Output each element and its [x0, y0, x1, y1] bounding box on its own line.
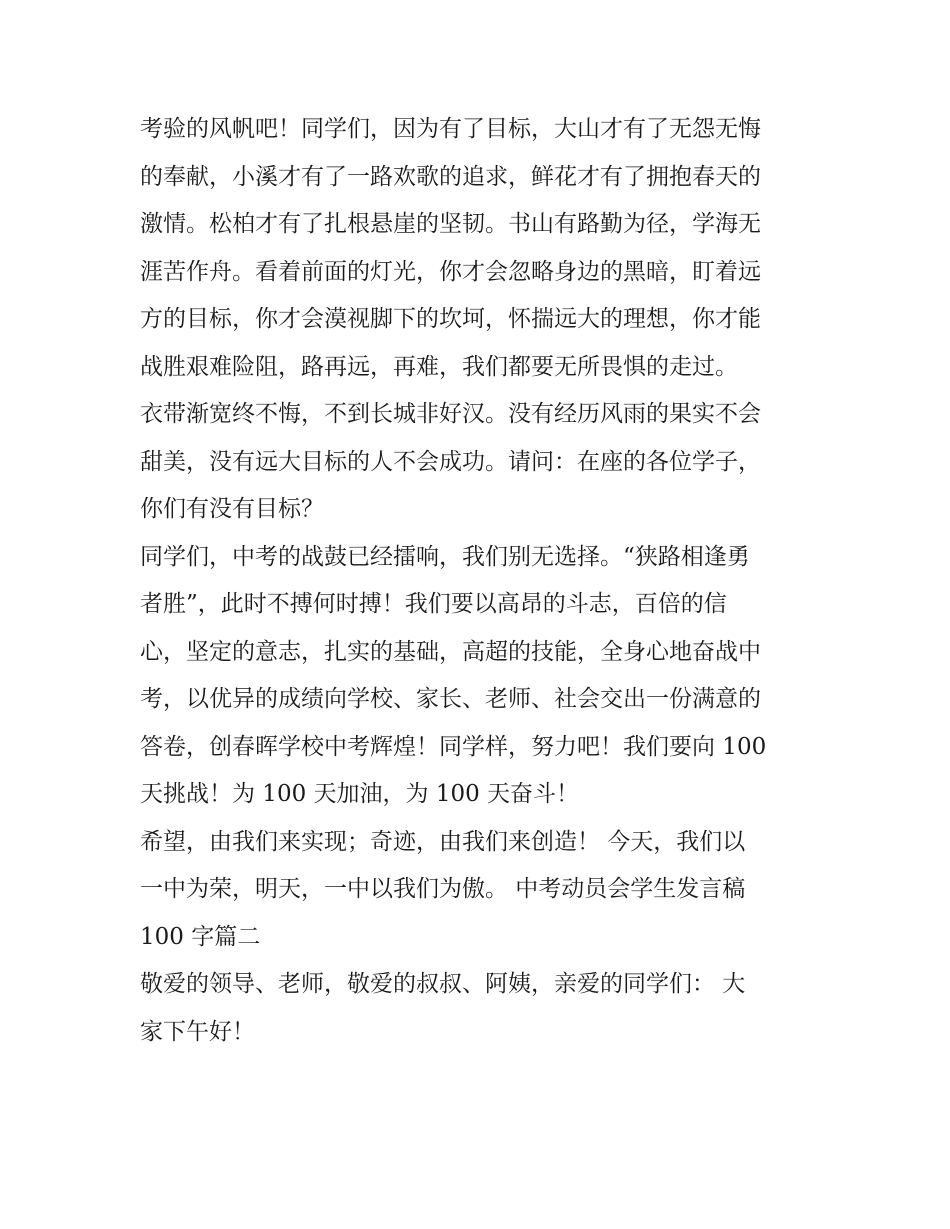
- text-line: 心，坚定的意志，扎实的基础，高超的技能，全身心地奋战中: [140, 638, 761, 665]
- text-line: 100 字篇二: [140, 923, 261, 950]
- text-line: 激情。松柏才有了扎根悬崖的坚韧。书山有路勤为径，学海无: [140, 211, 761, 237]
- text-line: 一中为荣，明天，一中以我们为傲。 中考动员会学生发言稿: [140, 876, 746, 902]
- text-line: 希望，由我们来实现；奇迹，由我们来创造！ 今天，我们以: [140, 828, 746, 855]
- document-body: [140, 109, 820, 1059]
- text-line: 你们有没有目标？: [140, 496, 324, 522]
- text-line: 敬爱的领导、老师，敬爱的叔叔、阿姨，亲爱的同学们： 大: [140, 971, 746, 997]
- text-line: 考，以优异的成绩向学校、家长、老师、社会交出一份满意的: [140, 686, 761, 712]
- text-line: 考验的风帆吧！同学们，因为有了目标，大山才有了无怨无悔: [140, 116, 761, 142]
- text-line: 同学们，中考的战鼓已经擂响，我们别无选择。“狭路相逢勇: [140, 543, 750, 570]
- text-line: 天挑战！为 100 天加油，为 100 天奋斗！: [140, 781, 580, 807]
- text-line: 的奉献，小溪才有了一路欢歌的追求，鲜花才有了拥抱春天的: [140, 163, 761, 190]
- text-line: 涯苦作舟。看着前面的灯光，你才会忽略身边的黑暗，盯着远: [140, 258, 761, 285]
- text-line: 方的目标，你才会漠视脚下的坎坷，怀揣远大的理想，你才能: [140, 306, 761, 332]
- text-line: 甜美，没有远大目标的人不会成功。请问：在座的各位学子，: [140, 448, 761, 475]
- text-line: 家下午好！: [140, 1018, 255, 1045]
- text-line: 衣带渐宽终不悔，不到长城非好汉。没有经历风雨的果实不会: [140, 401, 761, 427]
- text-line: 战胜艰难险阻，路再远，再难，我们都要无所畏惧的走过。: [140, 353, 738, 380]
- text-line: 者胜”，此时不搏何时搏！我们要以高昂的斗志，百倍的信: [140, 591, 727, 617]
- text-line: 答卷，创春晖学校中考辉煌！同学样，努力吧！我们要向 100: [140, 733, 767, 760]
